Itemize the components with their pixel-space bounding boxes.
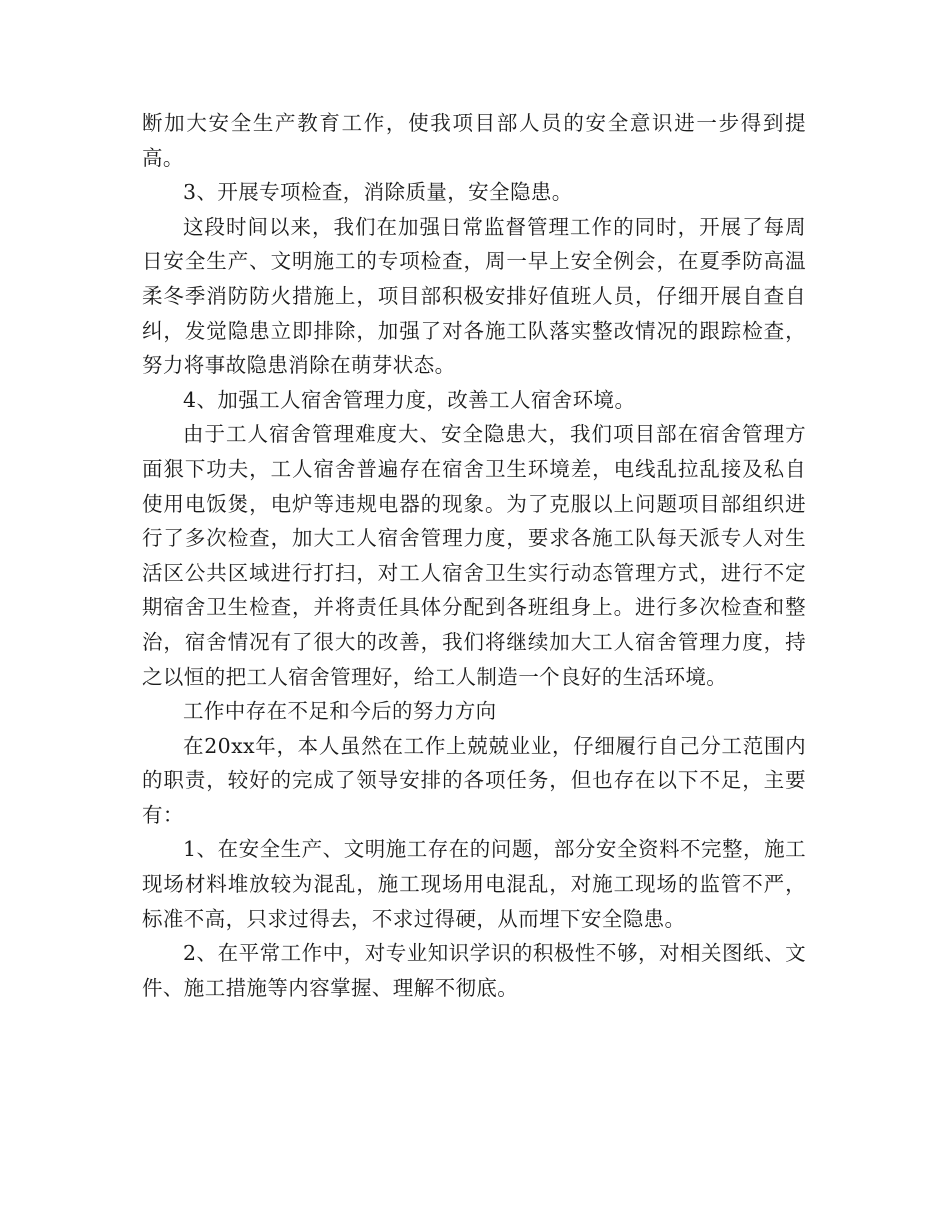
list-item-1: 1、在安全生产、文明施工存在的问题，部分安全资料不完整，施工现场材料堆放较为混乱，施工现场用电混乱，对施工现场的监管不严，标准不高，只求过得去，不求过得硬，从而埋下安全隐患。 (142, 837, 806, 931)
section-heading-shortcomings: 工作中存在不足和今后的努力方向 (183, 699, 497, 724)
section-heading-3: 3、开展专项检查，消除质量，安全隐患。 (183, 180, 573, 205)
section-heading-4: 4、加强工人宿舍管理力度，改善工人宿舍环境。 (183, 387, 636, 412)
document-body (142, 106, 806, 1005)
paragraph-dormitory: 由于工人宿舍管理难度大、安全隐患大，我们项目部在宿舍管理方面狠下功夫，工人宿舍普遍存在宿舍卫生环境差，电线乱拉乱接及私自使用电饭煲，电炉等违规电器的现象。为了克服以上问题项目部组织进行了多次检查，加大工人宿舍管理力度，要求各施工队每天派专人对生活区公共区域进行打扫，对工人宿舍卫生实行动态管理方式，进行不定期宿舍卫生检查，并将责任具体分配到各班组身上。进行多次检查和整治，宿舍情况有了很大的改善，我们将继续加大工人宿舍管理力度，持之以恒的把工人宿舍管理好，给工人制造一个良好的生活环境。 (142, 422, 806, 689)
paragraph-summary: 在20xx年，本人虽然在工作上兢兢业业，仔细履行自己分工范围内的职责，较好的完成了领导安排的各项任务，但也存在以下不足，主要有： (142, 733, 806, 827)
paragraph-inspection: 这段时间以来，我们在加强日常监督管理工作的同时，开展了每周日安全生产、文明施工的专项检查，周一早上安全例会，在夏季防高温柔冬季消防防火措施上，项目部积极安排好值班人员，仔细开展自查自纠，发觉隐患立即排除，加强了对各施工队落实整改情况的跟踪检查，努力将事故隐患消除在萌芽状态。 (142, 214, 806, 378)
list-item-2: 2、在平常工作中，对专业知识学识的积极性不够，对相关图纸、文件、施工措施等内容掌握、理解不彻底。 (142, 941, 806, 1000)
paragraph-continuation: 断加大安全生产教育工作，使我项目部人员的安全意识进一步得到提高。 (142, 111, 806, 170)
